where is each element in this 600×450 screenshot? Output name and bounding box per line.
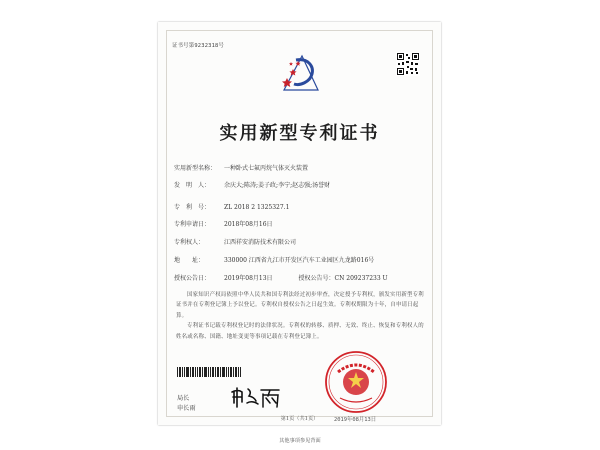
field-value: 330000 江西省九江市开发区汽车工业园区九龙路016号 bbox=[224, 257, 375, 264]
patent-office-emblem-icon bbox=[278, 52, 324, 94]
certificate-title: 实用新型专利证书 bbox=[219, 123, 380, 144]
bottom-note: 其他事项参见背面 bbox=[279, 438, 321, 444]
patentee-row bbox=[174, 237, 296, 246]
utility-model-name-row bbox=[174, 163, 308, 172]
patent-certificate bbox=[158, 22, 441, 425]
grant-announcement-number: 授权公告号：CN 209237233 U bbox=[298, 275, 388, 282]
page-indicator: 第1页（共1页） bbox=[280, 416, 319, 422]
official-seal-icon bbox=[324, 350, 388, 414]
director-name: 申长雨 bbox=[177, 404, 196, 412]
field-value: 2018年08月16日 bbox=[224, 221, 273, 228]
qr-code-icon bbox=[396, 52, 420, 76]
application-date-row bbox=[174, 219, 273, 228]
field-value: ZL 2018 2 1325327.1 bbox=[224, 204, 290, 211]
field-label: 实用新型名称： bbox=[174, 165, 217, 172]
field-label: 地 址： bbox=[174, 257, 205, 264]
field-value: 余庆大;陈涛;姜子政;李宁;赵志强;汤誉财 bbox=[224, 182, 331, 189]
field-label: 专 利 号： bbox=[174, 204, 211, 211]
director-label bbox=[177, 394, 196, 413]
field-label: 专利权人： bbox=[174, 239, 205, 246]
director-signature bbox=[230, 383, 282, 409]
address-row bbox=[174, 255, 374, 264]
paragraph: 专利证书记载专利权登记时的法律状况。专利权的转移、质押、无效、终止、恢复和专利权人的姓名或名称、国籍、地址变更等事项记载在专利登记簿上。 bbox=[176, 323, 424, 340]
certificate-body-text bbox=[176, 290, 424, 342]
inventor-row bbox=[174, 180, 330, 189]
barcode-icon bbox=[177, 367, 241, 377]
field-label: 专利申请日： bbox=[174, 221, 211, 228]
field-label: 发 明 人： bbox=[174, 182, 211, 189]
field-value: 江西祥安消防技术有限公司 bbox=[224, 239, 297, 246]
director-title: 局长 bbox=[177, 395, 190, 402]
certificate-number: 证书号第9232318号 bbox=[172, 43, 225, 49]
paragraph: 国家知识产权局依照中华人民共和国专利法经过初步审查，决定授予专利权，颁发实用新型专利证书并在专利登记簿上予以登记。专利权自授权公告之日起生效。专利权期限为十年，自申请日起算。 bbox=[176, 292, 424, 319]
seal-date: 2019年08月13日 bbox=[334, 417, 377, 423]
patent-number-row bbox=[174, 202, 289, 211]
grant-date-row bbox=[174, 273, 388, 282]
field-value: 2019年08月13日 bbox=[224, 275, 273, 282]
field-label: 授权公告日： bbox=[174, 275, 211, 282]
field-value: 一种卧式七氟丙烷气体灭火装置 bbox=[224, 165, 309, 172]
